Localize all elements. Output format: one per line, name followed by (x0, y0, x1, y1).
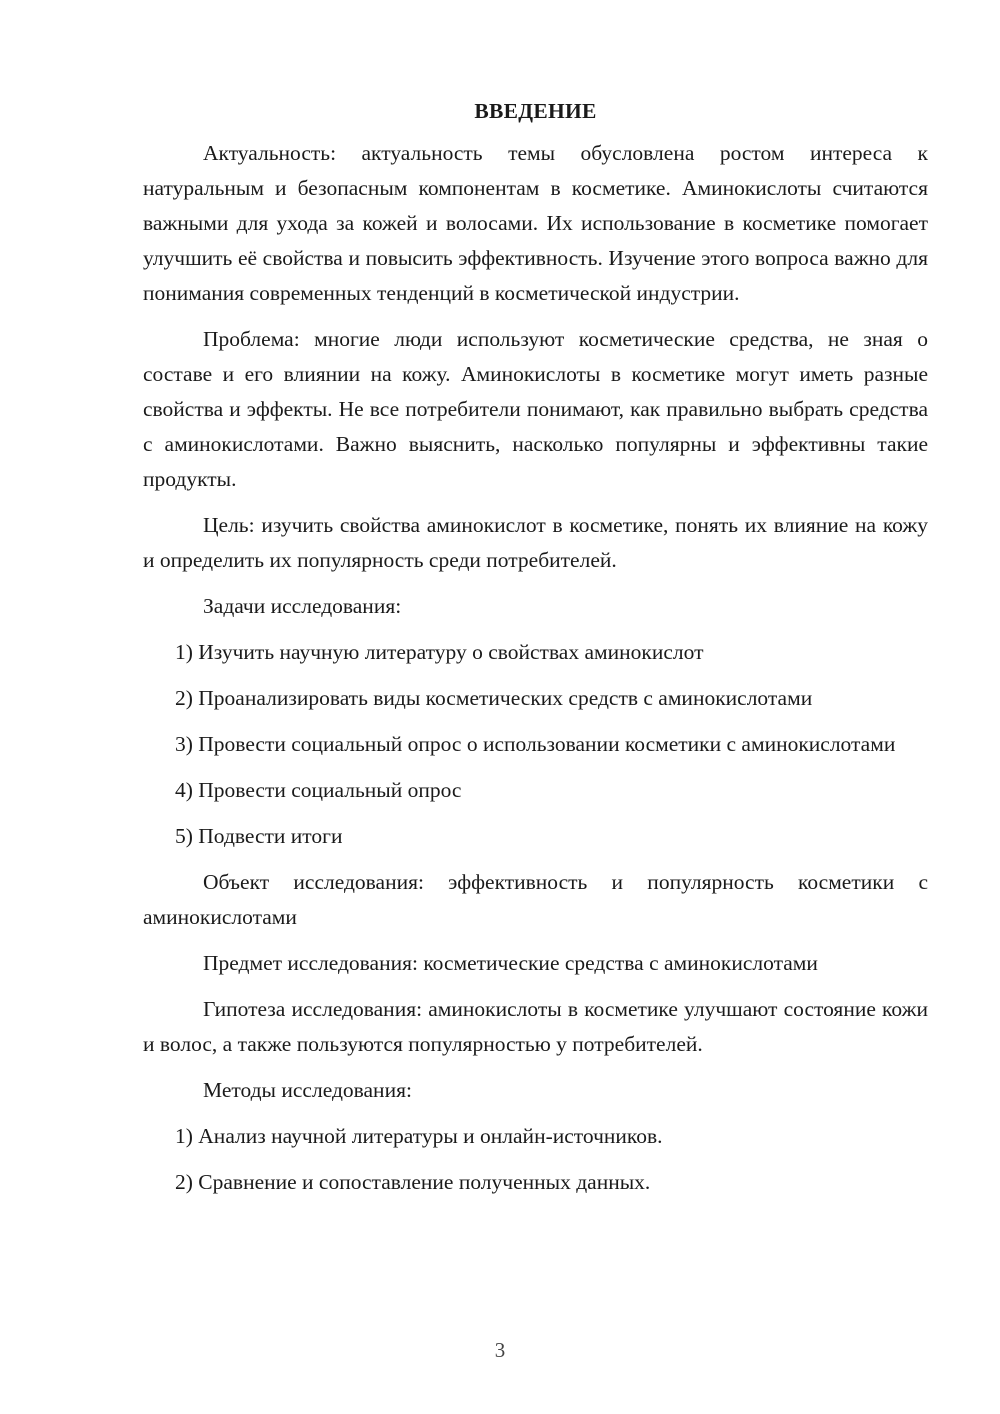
task-item: 1) Изучить научную литературу о свойствах аминокислот (175, 640, 704, 664)
task-item: 3) Провести социальный опрос о использовании косметики с аминокислотами (175, 732, 896, 756)
relevance-paragraph: Актуальность: актуальность темы обусловлена ростом интереса к натуральным и безопасным компонентам в косметике. Аминокислоты считаются важными для ухода за кожей и волосами. Их использование в косметике помогает улучшить её свойства и повысить эффективность. Изучение этого вопроса важно для понимания современных тенденций в косметической индустрии. (143, 141, 928, 305)
page-number: 3 (494, 1338, 506, 1362)
task-item: 2) Проанализировать виды косметических средств с аминокислотами (175, 686, 813, 710)
task-item: 4) Провести социальный опрос (175, 778, 462, 802)
tasks-heading: Задачи исследования: (203, 594, 402, 618)
object-paragraph: Объект исследования: эффективность и популярность косметики с аминокислотами (143, 870, 928, 929)
method-item: 2) Сравнение и сопоставление полученных данных. (175, 1170, 651, 1194)
method-item: 1) Анализ научной литературы и онлайн-источников. (175, 1124, 663, 1148)
section-title: ВВЕДЕНИЕ (474, 99, 597, 123)
goal-paragraph: Цель: изучить свойства аминокислот в косметике, понять их влияние на кожу и определить их популярность среди потребителей. (143, 513, 928, 572)
subject-paragraph: Предмет исследования: косметические средства с аминокислотами (203, 951, 818, 975)
problem-paragraph: Проблема: многие люди используют косметические средства, не зная о составе и его влиянии на кожу. Аминокислоты в косметике могут иметь разные свойства и эффекты. Не все потребители понимают, как правильно выбрать средства с аминокислотами. Важно выяснить, насколько популярны и эффективны такие продукты. (143, 327, 928, 491)
page-content (143, 92, 928, 1211)
hypothesis-paragraph: Гипотеза исследования: аминокислоты в косметике улучшают состояние кожи и волос, а также пользуются популярностью у потребителей. (143, 997, 928, 1056)
methods-heading: Методы исследования: (203, 1078, 412, 1102)
task-item: 5) Подвести итоги (175, 824, 343, 848)
